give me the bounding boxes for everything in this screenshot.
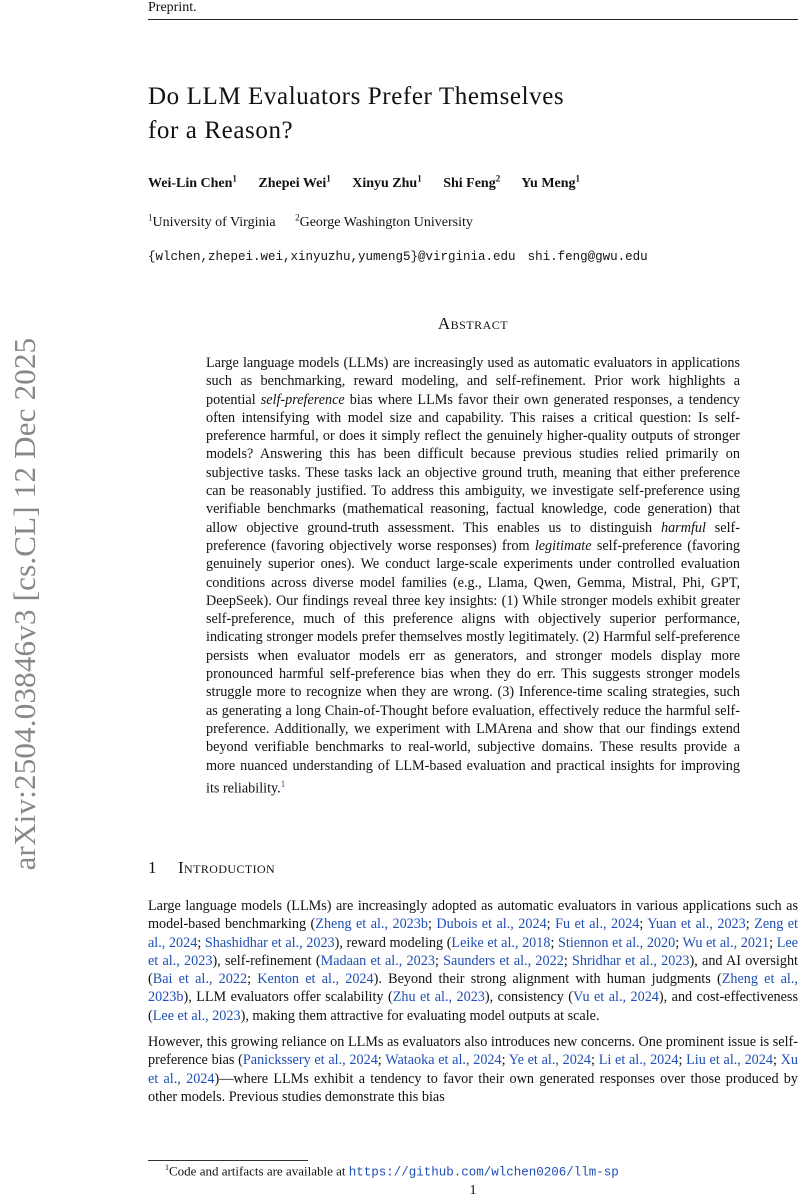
abstract-body: Large language models (LLMs) are increasingly used as automatic evaluators in applications such as benchmarking, reward modeling, and self-refinement. Prior work highlights a potential self-preference bias where LLMs favor their own generated responses, a tendency often intensifying with model size and capability. This raises a critical question: Is self-preference harmful, or does it simply reflect the genuinely higher-quality outputs of stronger models? Answering this has been difficult because previous studies relied primarily on subjective tasks. These tasks lack an objective ground truth, meaning that either preference can be reasonably justified. To address this ambiguity, we investigate self-preference using verifiable benchmarks (mathematical reasoning, factual knowledge, code generation) that allow objective ground-truth assessment. This enables us to distinguish harmful self-preference (favoring objectively worse responses) from legitimate self-preference (favoring genuinely superior ones). We conduct large-scale experiments under controlled evaluation conditions across diverse model families (e.g., Llama, Qwen, Gemma, Mistral, Phi, GPT, DeepSeek). Our findings reveal three key insights: (1) While stronger models exhibit greater self-preference, much of this preference aligns with objectively superior performance, indicating stronger models prefer themselves mostly legitimately. (2) Harmful self-preference persists when evaluator models err as generators, and stronger models display more pronounced harmful self-preference bias when they do err. This suggests stronger models struggle more to recognize when they are wrong. (3) Inference-time scaling strategies, such as generating a long Chain-of-Thought before evaluation, effectively reduce the harmful self-preference. Additionally, we experiment with LMArena and show that our findings extend beyond verifiable benchmarks to real-world, subjective domains. These results provide a more nuanced understanding of LLM-based evaluation and practical insights for improving its reliability.$^1$ bbox=[206, 355, 740, 797]
citation-link[interactable]: Dubois et al., 2024 bbox=[436, 916, 547, 933]
citation-link[interactable]: Li et al., 2024 bbox=[598, 1052, 679, 1069]
abstract-heading: Abstract bbox=[437, 314, 509, 333]
author: Yu Meng$^1$ bbox=[521, 173, 581, 191]
footnote: $^1$Code and artifacts are available at https://github.com/wlchen0206/llm-sp bbox=[165, 1163, 619, 1180]
citation-link[interactable]: Vu et al., 2024 bbox=[573, 989, 659, 1006]
affiliation-list bbox=[148, 212, 489, 231]
author: Shi Feng$^2$ bbox=[443, 173, 501, 191]
footnote-rule bbox=[148, 1160, 308, 1161]
citation-link[interactable]: Lee et al., 2023 bbox=[152, 1007, 241, 1024]
citation-link[interactable]: Saunders et al., 2022 bbox=[443, 952, 564, 969]
citation-link[interactable]: Shridhar et al., 2023 bbox=[572, 952, 690, 969]
citation-link[interactable]: Bai et al., 2022 bbox=[152, 971, 248, 988]
repo-link[interactable]: https://github.com/wlchen0206/llm-sp bbox=[348, 1165, 619, 1180]
author-emails bbox=[148, 249, 648, 265]
citation-link[interactable]: Zhu et al., 2023 bbox=[392, 989, 485, 1006]
running-header: Preprint. bbox=[148, 0, 197, 15]
citation-link[interactable]: Zheng et al., 2023b bbox=[148, 971, 798, 1006]
citation-link[interactable]: Panickssery et al., 2024 bbox=[242, 1052, 378, 1069]
citation-link[interactable]: Ye et al., 2024 bbox=[508, 1052, 592, 1069]
author: Xinyu Zhu$^1$ bbox=[352, 173, 422, 191]
intro-paragraph-1: Large language models (LLMs) are increasingly adopted as automatic evaluators in various applications such as model-based benchmarking (Zheng et al., 2023b; Dubois et al., 2024; Fu et al., 2024; Yuan et al., 2023; Zeng et al., 2024; Shashidhar et al., 2023), reward modeling (Leike et al., 2018; Stiennon et al., 2020; Wu et al., 2021; Lee et al., 2023), self-refinement (Madaan et al., 2023; Saunders et al., 2022; Shridhar et al., 2023), and AI oversight (Bai et al., 2022; Kenton et al., 2024). Beyond their strong alignment with human judgments (Zheng et al., 2023b), LLM evaluators offer scalability (Zhu et al., 2023), consistency (Vu et al., 2024), and cost-effectiveness (Lee et al., 2023), making them attractive for evaluating model outputs at scale. bbox=[148, 898, 798, 1024]
arxiv-stamp-text: arXiv:2504.03846v3 [cs.CL] 12 Dec 2025 bbox=[7, 337, 42, 871]
citation-link[interactable]: Zeng et al., 2024 bbox=[148, 916, 798, 951]
author: Zhepei Wei$^1$ bbox=[258, 173, 331, 191]
section-heading: 1 Introduction bbox=[148, 858, 276, 877]
citation-link[interactable]: Liu et al., 2024 bbox=[686, 1052, 773, 1069]
page-number: 1 bbox=[469, 1183, 477, 1198]
citation-link[interactable]: Yuan et al., 2023 bbox=[647, 916, 746, 933]
introduction-body bbox=[148, 897, 798, 1114]
citation-link[interactable]: Xu et al., 2024 bbox=[148, 1052, 798, 1087]
header-rule bbox=[148, 19, 798, 20]
affiliation: $^2$George Washington University bbox=[295, 212, 473, 230]
paper-title bbox=[148, 80, 768, 148]
citation-link[interactable]: Wu et al., 2021 bbox=[682, 934, 770, 951]
citation-link[interactable]: Wataoka et al., 2024 bbox=[385, 1052, 502, 1069]
title-line-2: for a Reason? bbox=[148, 117, 294, 144]
citation-link[interactable]: Leike et al., 2018 bbox=[451, 934, 551, 951]
citation-link[interactable]: Zheng et al., 2023b bbox=[315, 916, 428, 933]
footnote-marker[interactable]: 1 bbox=[280, 778, 286, 789]
citation-link[interactable]: Madaan et al., 2023 bbox=[320, 952, 435, 969]
author: Wei-Lin Chen$^1$ bbox=[148, 173, 237, 191]
citation-link[interactable]: Kenton et al., 2024 bbox=[257, 971, 374, 988]
author-list bbox=[148, 173, 598, 192]
intro-paragraph-2: However, this growing reliance on LLMs as evaluators also introduces new concerns. One prominent issue is self-preference bias (Panickssery et al., 2024; Wataoka et al., 2024; Ye et al., 2024; Li et al., 2024; Liu et al., 2024; Xu et al., 2024)—where LLMs exhibit a tendency to favor their own generated responses over those produced by other models. Previous studies demonstrate this bias bbox=[148, 1034, 798, 1105]
title-line-1: Do LLM Evaluators Prefer Themselves bbox=[148, 83, 565, 110]
email-single[interactable]: shi.feng@gwu.edu bbox=[527, 250, 648, 264]
arxiv-stamp bbox=[0, 318, 50, 890]
citation-link[interactable]: Shashidhar et al., 2023 bbox=[204, 934, 335, 951]
affiliation: $^1$University of Virginia bbox=[148, 212, 276, 230]
email-group[interactable]: {wlchen,zhepei.wei,xinyuzhu,yumeng5}@virginia.edu bbox=[148, 250, 516, 264]
citation-link[interactable]: Fu et al., 2024 bbox=[555, 916, 640, 933]
citation-link[interactable]: Lee et al., 2023 bbox=[148, 934, 798, 969]
citation-link[interactable]: Stiennon et al., 2020 bbox=[558, 934, 676, 951]
